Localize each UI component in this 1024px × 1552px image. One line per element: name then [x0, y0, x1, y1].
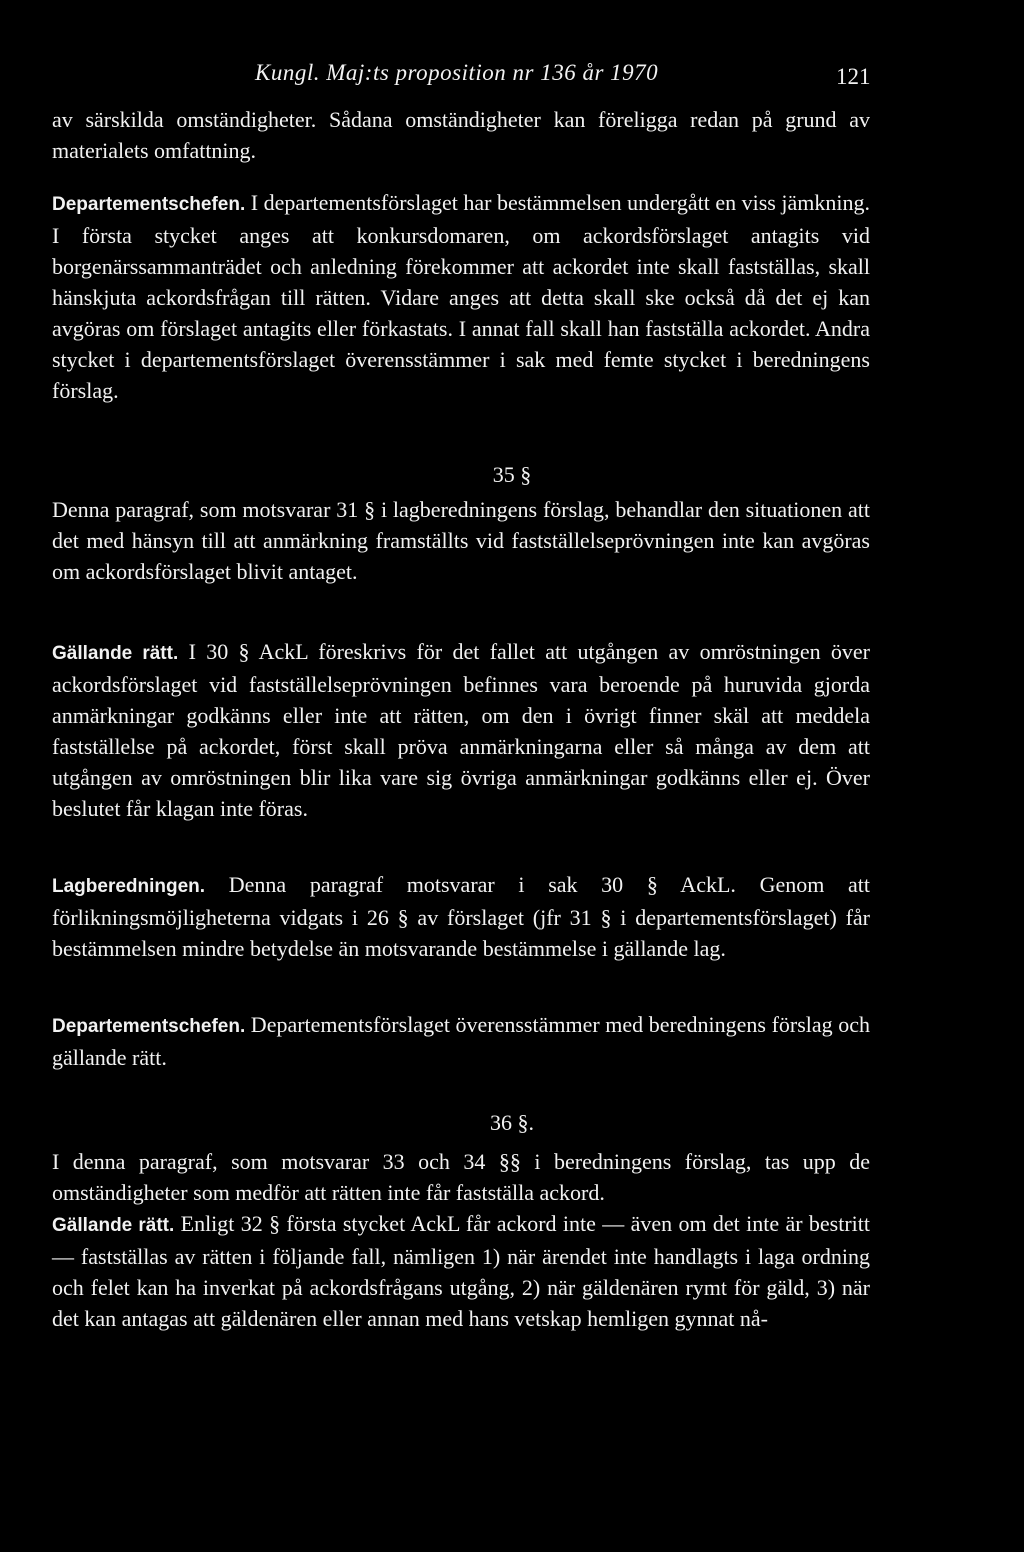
paragraph-text: I departementsförslaget har bestämmelsen undergått en viss jämkning. I första stycket anges att konkursdomaren, om ackordsförslaget antagits vid borgenärssammanträdet och anledning förekommer att ackordet inte skall fastställas, skall hänskjuta ackordsfrågan till rätten. Vidare anges att detta skall ske också då det ej kan avgöras om förslaget antagits eller förkastats. I annat fall skall han fastställa ackordet. Andra stycket i departementsförslaget överensstämmer i sak med femte stycket i beredningens förslag.	[52, 190, 870, 403]
page-number: 121	[836, 64, 871, 89]
paragraph-continuation: av särskilda omständigheter. Sådana omständigheter kan föreligga redan på grund av materialets omfattning.	[52, 107, 870, 163]
paragraph-gallande-ratt-35	[52, 636, 870, 824]
paragraph-text: Departementsförslaget överensstämmer med beredningens förslag och gällande rätt.	[52, 1012, 870, 1070]
running-title: Kungl. Maj:ts proposition nr 136 år 1970	[255, 60, 659, 85]
section-heading-36: 36 §.	[490, 1110, 534, 1135]
paragraph-lead: Departementschefen.	[52, 1016, 246, 1037]
paragraph-lead: Lagberedningen.	[52, 876, 206, 897]
paragraph-gallande-ratt-36	[52, 1208, 870, 1334]
paragraph-text: I 30 § AckL föreskrivs för det fallet att utgången av omröstningen över ackordsförslaget vid fastställelseprövningen befinnes vara beroende på huruvida gjorda anmärkningar godkänns eller inte att rätten, om den i övrigt finner skäl att meddela fastställelse på ackordet, först skall pröva anmärkningarna eller så många av dem att utgången av omröstningen blir lika vare sig övriga anmärkningar godkänns eller ej. Över beslutet får klagan inte föras.	[52, 639, 871, 821]
paragraph-section-36-intro: I denna paragraf, som motsvarar 33 och 34 §§ i beredningens förslag, tas upp de omständigheter som medför att rätten inte får fastställa ackord.	[52, 1149, 870, 1205]
paragraph-lagberedningen-35	[52, 869, 870, 964]
paragraph-text: Denna paragraf motsvarar i sak 30 § AckL. Genom att förlikningsmöjligheterna vidgats i 26 § av förslaget (jfr 31 § i departementsförslaget) får bestämmelsen mindre betydelse än motsvarande bestämmelse i gällande lag.	[52, 872, 870, 961]
section-heading-35: 35 §	[492, 462, 532, 487]
paragraph-departementschefen-34	[52, 187, 870, 406]
paragraph-departementschefen-35	[52, 1009, 870, 1073]
paragraph-text: Enligt 32 § första stycket AckL får ackord inte — även om det inte är bestritt — fastställas av rätten i följande fall, nämligen 1) när ärendet inte handlagts i laga ordning och felet kan ha inverkat på ackordsfrågans utgång, 2) när gäldenären rymt för gäld, 3) när det kan antagas att gäldenären eller annan med hans vetskap hemligen gynnat nå-	[52, 1211, 871, 1331]
paragraph-section-35-intro: Denna paragraf, som motsvarar 31 § i lagberedningens förslag, behandlar den situationen att det med hänsyn till att anmärkning framställts vid fastställelseprövningen inte kan avgöras om ackordsförslaget blivit antaget.	[52, 497, 870, 584]
paragraph-lead: Gällande rätt.	[52, 643, 179, 664]
paragraph-lead: Gällande rätt.	[52, 1215, 175, 1236]
page-header	[0, 60, 1024, 94]
paragraph-lead: Departementschefen.	[52, 194, 246, 215]
